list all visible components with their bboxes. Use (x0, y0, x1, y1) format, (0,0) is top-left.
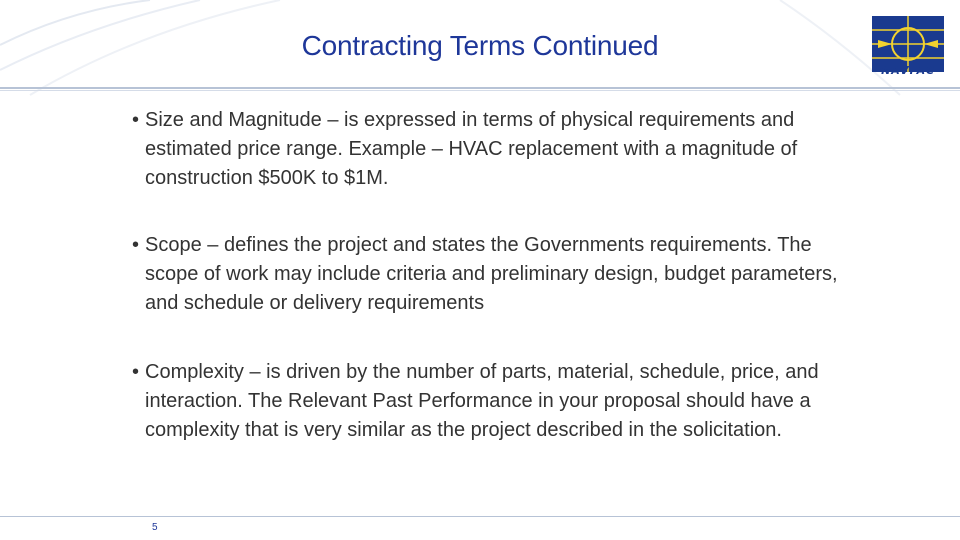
page-number: 5 (152, 522, 158, 533)
bullet-marker: • (132, 234, 140, 256)
bullet-text: Scope – defines the project and states the Governments requirements. The scope of work may include criteria and preliminary design, budget parameters, and schedule or delivery requirements (145, 234, 838, 314)
bullet-text: Size and Magnitude – is expressed in terms of physical requirements and estimated price range. Example – HVAC replacement with a magnitude of construction $500K to $1M. (145, 109, 798, 189)
title-divider (0, 87, 960, 93)
bullet-size-and-magnitude (132, 106, 852, 193)
bullet-scope (132, 231, 852, 318)
slide-title: Contracting Terms Continued (301, 30, 659, 61)
footer-divider (0, 516, 960, 517)
bullet-marker: • (132, 109, 140, 131)
navfac-logo-text: NAVFAC (881, 64, 935, 77)
bullet-text: Complexity – is driven by the number of parts, material, schedule, price, and interaction. The Relevant Past Performance in your proposal should have a complexity that is very similar as the project described in the solicitation. (145, 361, 819, 441)
bullet-list (132, 106, 852, 445)
bullet-complexity (132, 358, 852, 445)
bullet-marker: • (132, 361, 140, 383)
